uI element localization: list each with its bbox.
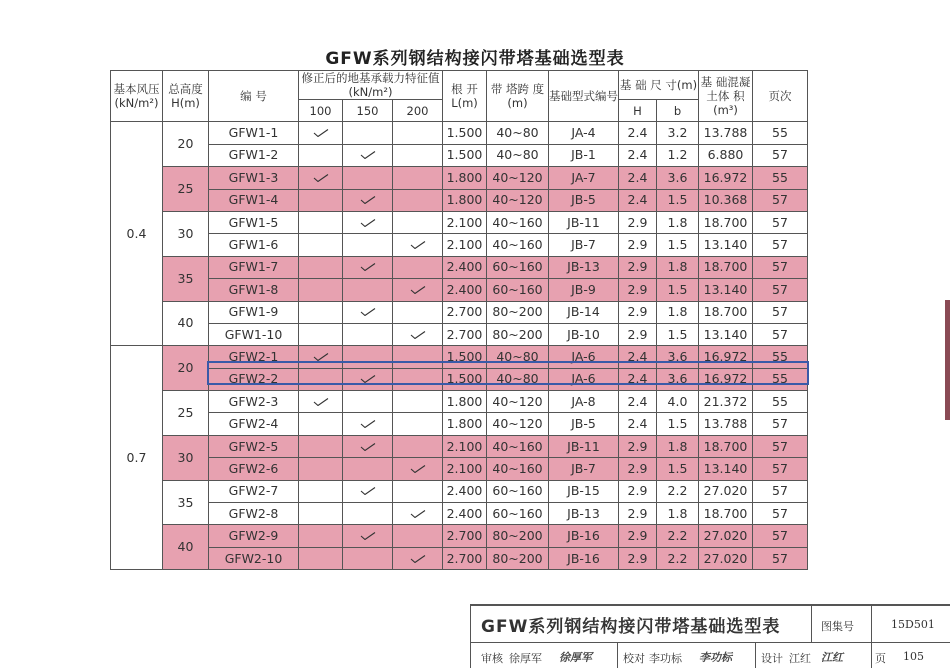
- checker-name: 李功标: [649, 652, 682, 665]
- belt-span-cell: 40~160: [487, 234, 549, 256]
- header-bearing-200: 200: [393, 100, 443, 122]
- title-block-title: GFW系列钢结构接闪带塔基础选型表: [481, 617, 781, 637]
- header-foundation-size: 基 础 尺 寸(m): [619, 71, 699, 100]
- foundation-model-cell: JA-4: [549, 122, 619, 144]
- header-height: 总高度H(m): [163, 71, 209, 122]
- foundation-b-cell: 1.5: [657, 413, 699, 435]
- atlas-number: 15D501: [891, 618, 935, 631]
- check-mark-icon: [360, 487, 376, 495]
- foundation-model-cell: JB-7: [549, 234, 619, 256]
- header-code: 编 号: [209, 71, 299, 122]
- page-cell: 57: [753, 503, 808, 525]
- designer-name: 江红: [789, 652, 811, 665]
- concrete-volume-cell: 21.372: [699, 391, 753, 413]
- concrete-volume-cell: 16.972: [699, 167, 753, 189]
- foundation-model-cell: JB-11: [549, 435, 619, 457]
- foundation-model-cell: JB-1: [549, 144, 619, 166]
- header-bearing-100: 100: [299, 100, 343, 122]
- bearing-150-cell: [343, 144, 393, 166]
- highlight-box: [207, 361, 809, 385]
- root-span-cell: 2.100: [443, 211, 487, 233]
- page-cell: 57: [753, 413, 808, 435]
- bearing-200-cell: [393, 167, 443, 189]
- code-cell: GFW2-10: [209, 547, 299, 569]
- bearing-150-cell: [343, 525, 393, 547]
- bearing-100-cell: [299, 234, 343, 256]
- foundation-b-cell: 1.8: [657, 256, 699, 278]
- height-cell: 25: [163, 391, 209, 436]
- check-mark-icon: [360, 532, 376, 540]
- foundation-model-cell: JB-9: [549, 279, 619, 301]
- bearing-200-cell: [393, 279, 443, 301]
- concrete-volume-cell: 18.700: [699, 301, 753, 323]
- concrete-volume-cell: 13.140: [699, 458, 753, 480]
- bearing-200-cell: [393, 480, 443, 502]
- check-mark-icon: [410, 555, 426, 563]
- table-row: [111, 122, 808, 144]
- table-row: [111, 503, 808, 525]
- bearing-150-cell: [343, 234, 393, 256]
- design-label: 设计: [761, 652, 783, 665]
- foundation-model-cell: JA-6: [549, 368, 619, 390]
- root-span-cell: 2.700: [443, 323, 487, 345]
- belt-span-cell: 40~80: [487, 144, 549, 166]
- concrete-volume-cell: 27.020: [699, 525, 753, 547]
- page-cell: 55: [753, 391, 808, 413]
- reviewer-name: 徐厚军: [509, 652, 542, 665]
- page-title: GFW系列钢结构接闪带塔基础选型表: [325, 49, 625, 69]
- belt-span-cell: 80~200: [487, 525, 549, 547]
- check-label: 校对: [623, 652, 645, 665]
- foundation-H-cell: 2.4: [619, 368, 657, 390]
- foundation-H-cell: 2.4: [619, 391, 657, 413]
- root-span-cell: 1.800: [443, 167, 487, 189]
- belt-span-cell: 40~160: [487, 211, 549, 233]
- foundation-b-cell: 1.5: [657, 323, 699, 345]
- table-row: [111, 435, 808, 457]
- foundation-model-cell: JB-13: [549, 503, 619, 525]
- code-cell: GFW1-5: [209, 211, 299, 233]
- bearing-150-cell: [343, 256, 393, 278]
- check-mark-icon: [410, 331, 426, 339]
- page-cell: 57: [753, 435, 808, 457]
- foundation-model-cell: JB-5: [549, 189, 619, 211]
- foundation-H-cell: 2.9: [619, 458, 657, 480]
- page-edge-shadow: [945, 300, 950, 420]
- table-row: [111, 480, 808, 502]
- check-mark-icon: [313, 174, 329, 182]
- code-cell: GFW2-8: [209, 503, 299, 525]
- concrete-volume-cell: 27.020: [699, 480, 753, 502]
- table-row: [111, 279, 808, 301]
- concrete-volume-cell: 18.700: [699, 435, 753, 457]
- table-row: [111, 458, 808, 480]
- foundation-H-cell: 2.9: [619, 256, 657, 278]
- foundation-H-cell: 2.9: [619, 525, 657, 547]
- atlas-label: 图集号: [821, 620, 854, 633]
- foundation-H-cell: 2.4: [619, 144, 657, 166]
- height-cell: 35: [163, 480, 209, 525]
- bearing-100-cell: [299, 391, 343, 413]
- foundation-b-cell: 2.2: [657, 525, 699, 547]
- bearing-200-cell: [393, 122, 443, 144]
- bearing-200-cell: [393, 189, 443, 211]
- code-cell: GFW1-2: [209, 144, 299, 166]
- bearing-100-cell: [299, 279, 343, 301]
- root-span-cell: 1.500: [443, 144, 487, 166]
- code-cell: GFW1-4: [209, 189, 299, 211]
- page-cell: 57: [753, 279, 808, 301]
- bearing-150-cell: [343, 413, 393, 435]
- page-cell: 55: [753, 346, 808, 368]
- code-cell: GFW1-8: [209, 279, 299, 301]
- foundation-model-cell: JB-14: [549, 301, 619, 323]
- belt-span-cell: 80~200: [487, 301, 549, 323]
- foundation-model-cell: JB-5: [549, 413, 619, 435]
- concrete-volume-cell: 16.972: [699, 346, 753, 368]
- code-cell: GFW1-7: [209, 256, 299, 278]
- foundation-b-cell: 2.2: [657, 480, 699, 502]
- code-cell: GFW2-5: [209, 435, 299, 457]
- page-cell: 57: [753, 547, 808, 569]
- height-cell: 30: [163, 211, 209, 256]
- bearing-100-cell: [299, 547, 343, 569]
- root-span-cell: 2.700: [443, 547, 487, 569]
- code-cell: GFW2-7: [209, 480, 299, 502]
- page-cell: 55: [753, 167, 808, 189]
- concrete-volume-cell: 13.140: [699, 279, 753, 301]
- foundation-model-cell: JB-13: [549, 256, 619, 278]
- root-span-cell: 1.500: [443, 346, 487, 368]
- code-cell: GFW2-2: [209, 368, 299, 390]
- page-cell: 55: [753, 122, 808, 144]
- code-cell: GFW2-4: [209, 413, 299, 435]
- bearing-150-cell: [343, 122, 393, 144]
- height-cell: 25: [163, 167, 209, 212]
- table-row: [111, 234, 808, 256]
- foundation-H-cell: 2.9: [619, 435, 657, 457]
- table-row: [111, 525, 808, 547]
- concrete-volume-cell: 18.700: [699, 211, 753, 233]
- check-mark-icon: [360, 196, 376, 204]
- foundation-b-cell: 1.8: [657, 301, 699, 323]
- foundation-H-cell: 2.4: [619, 122, 657, 144]
- belt-span-cell: 40~160: [487, 458, 549, 480]
- foundation-model-cell: JB-10: [549, 323, 619, 345]
- height-cell: 30: [163, 435, 209, 480]
- code-cell: GFW1-3: [209, 167, 299, 189]
- wind-pressure-cell: 0.4: [111, 122, 163, 346]
- foundation-H-cell: 2.4: [619, 189, 657, 211]
- bearing-100-cell: [299, 256, 343, 278]
- bearing-100-cell: [299, 189, 343, 211]
- check-mark-icon: [410, 241, 426, 249]
- header-foundation-model: 基础型式编号: [549, 71, 619, 122]
- belt-span-cell: 40~80: [487, 122, 549, 144]
- check-mark-icon: [360, 151, 376, 159]
- bearing-100-cell: [299, 503, 343, 525]
- page-cell: 57: [753, 525, 808, 547]
- belt-span-cell: 40~80: [487, 346, 549, 368]
- table-row: [111, 413, 808, 435]
- code-cell: GFW2-9: [209, 525, 299, 547]
- foundation-b-cell: 1.5: [657, 234, 699, 256]
- foundation-b-cell: 1.5: [657, 189, 699, 211]
- code-cell: GFW2-3: [209, 391, 299, 413]
- wind-pressure-cell: 0.7: [111, 346, 163, 570]
- check-mark-icon: [360, 420, 376, 428]
- bearing-150-cell: [343, 547, 393, 569]
- foundation-b-cell: 1.8: [657, 211, 699, 233]
- foundation-b-cell: 3.6: [657, 167, 699, 189]
- foundation-H-cell: 2.4: [619, 413, 657, 435]
- root-span-cell: 2.400: [443, 480, 487, 502]
- bearing-200-cell: [393, 391, 443, 413]
- root-span-cell: 2.400: [443, 503, 487, 525]
- root-span-cell: 1.800: [443, 413, 487, 435]
- belt-span-cell: 40~120: [487, 391, 549, 413]
- bearing-150-cell: [343, 189, 393, 211]
- page-label: 页: [875, 652, 886, 665]
- belt-span-cell: 60~160: [487, 503, 549, 525]
- header-belt-span: 带 塔跨 度(m): [487, 71, 549, 122]
- foundation-model-cell: JB-11: [549, 211, 619, 233]
- foundation-b-cell: 1.5: [657, 458, 699, 480]
- code-cell: GFW1-9: [209, 301, 299, 323]
- bearing-150-cell: [343, 301, 393, 323]
- belt-span-cell: 60~160: [487, 256, 549, 278]
- height-cell: 40: [163, 301, 209, 346]
- table-row: [111, 256, 808, 278]
- root-span-cell: 2.100: [443, 234, 487, 256]
- foundation-H-cell: 2.9: [619, 547, 657, 569]
- concrete-volume-cell: 13.788: [699, 122, 753, 144]
- height-cell: 20: [163, 122, 209, 167]
- page-cell: 57: [753, 234, 808, 256]
- check-mark-icon: [313, 398, 329, 406]
- belt-span-cell: 60~160: [487, 480, 549, 502]
- table-row: [111, 323, 808, 345]
- height-cell: 35: [163, 256, 209, 301]
- page-cell: 55: [753, 368, 808, 390]
- concrete-volume-cell: 13.140: [699, 323, 753, 345]
- foundation-H-cell: 2.9: [619, 234, 657, 256]
- table-row: [111, 301, 808, 323]
- belt-span-cell: 80~200: [487, 547, 549, 569]
- header-bearing: 修正后的地基承载力特征值(kN/m²): [299, 71, 443, 100]
- header-page: 页次: [753, 71, 808, 122]
- foundation-b-cell: 1.8: [657, 503, 699, 525]
- code-cell: GFW2-6: [209, 458, 299, 480]
- root-span-cell: 2.100: [443, 435, 487, 457]
- bearing-150-cell: [343, 435, 393, 457]
- table-row: [111, 167, 808, 189]
- foundation-model-cell: JB-16: [549, 525, 619, 547]
- bearing-100-cell: [299, 323, 343, 345]
- foundation-model-cell: JA-6: [549, 346, 619, 368]
- page-cell: 57: [753, 323, 808, 345]
- check-mark-icon: [360, 263, 376, 271]
- root-span-cell: 2.400: [443, 279, 487, 301]
- check-mark-icon: [360, 219, 376, 227]
- header-bearing-150: 150: [343, 100, 393, 122]
- belt-span-cell: 40~80: [487, 368, 549, 390]
- root-span-cell: 1.500: [443, 368, 487, 390]
- designer-signature: 江红: [821, 651, 843, 664]
- code-cell: GFW1-10: [209, 323, 299, 345]
- page-cell: 57: [753, 144, 808, 166]
- code-cell: GFW1-6: [209, 234, 299, 256]
- concrete-volume-cell: 16.972: [699, 368, 753, 390]
- bearing-200-cell: [393, 301, 443, 323]
- bearing-200-cell: [393, 503, 443, 525]
- bearing-150-cell: [343, 323, 393, 345]
- bearing-100-cell: [299, 122, 343, 144]
- page-cell: 57: [753, 189, 808, 211]
- page-cell: 57: [753, 301, 808, 323]
- foundation-H-cell: 2.9: [619, 211, 657, 233]
- root-span-cell: 2.700: [443, 525, 487, 547]
- root-span-cell: 2.700: [443, 301, 487, 323]
- bearing-100-cell: [299, 144, 343, 166]
- bearing-200-cell: [393, 234, 443, 256]
- page-number: 105: [903, 650, 924, 663]
- root-span-cell: 2.100: [443, 458, 487, 480]
- concrete-volume-cell: 13.788: [699, 413, 753, 435]
- selection-table: [110, 70, 808, 570]
- foundation-H-cell: 2.9: [619, 480, 657, 502]
- foundation-H-cell: 2.9: [619, 323, 657, 345]
- table-row: [111, 189, 808, 211]
- bearing-200-cell: [393, 458, 443, 480]
- review-label: 审核: [481, 652, 503, 665]
- foundation-b-cell: 1.2: [657, 144, 699, 166]
- belt-span-cell: 40~120: [487, 413, 549, 435]
- bearing-200-cell: [393, 144, 443, 166]
- foundation-model-cell: JB-15: [549, 480, 619, 502]
- check-mark-icon: [410, 465, 426, 473]
- root-span-cell: 1.800: [443, 391, 487, 413]
- foundation-b-cell: 3.6: [657, 368, 699, 390]
- bearing-100-cell: [299, 435, 343, 457]
- root-span-cell: 2.400: [443, 256, 487, 278]
- root-span-cell: 1.500: [443, 122, 487, 144]
- foundation-b-cell: 4.0: [657, 391, 699, 413]
- concrete-volume-cell: 10.368: [699, 189, 753, 211]
- belt-span-cell: 60~160: [487, 279, 549, 301]
- bearing-200-cell: [393, 413, 443, 435]
- page-cell: 57: [753, 458, 808, 480]
- check-mark-icon: [360, 443, 376, 451]
- bearing-100-cell: [299, 167, 343, 189]
- table-row: [111, 144, 808, 166]
- foundation-model-cell: JA-8: [549, 391, 619, 413]
- belt-span-cell: 40~160: [487, 435, 549, 457]
- belt-span-cell: 80~200: [487, 323, 549, 345]
- bearing-150-cell: [343, 279, 393, 301]
- header-wind: 基本风压(kN/m²): [111, 71, 163, 122]
- height-cell: 40: [163, 525, 209, 570]
- check-mark-icon: [410, 286, 426, 294]
- foundation-b-cell: 1.8: [657, 435, 699, 457]
- bearing-100-cell: [299, 211, 343, 233]
- concrete-volume-cell: 6.880: [699, 144, 753, 166]
- header-foundation-b: b: [657, 100, 699, 122]
- bearing-100-cell: [299, 458, 343, 480]
- bearing-150-cell: [343, 391, 393, 413]
- table-row: [111, 211, 808, 233]
- bearing-150-cell: [343, 480, 393, 502]
- concrete-volume-cell: 27.020: [699, 547, 753, 569]
- foundation-model-cell: JA-7: [549, 167, 619, 189]
- bearing-200-cell: [393, 323, 443, 345]
- foundation-b-cell: 1.5: [657, 279, 699, 301]
- table-row: [111, 391, 808, 413]
- header-concrete-volume: 基 础混凝土体 积(m³): [699, 71, 753, 122]
- height-cell: 20: [163, 346, 209, 391]
- bearing-150-cell: [343, 167, 393, 189]
- foundation-H-cell: 2.9: [619, 301, 657, 323]
- foundation-b-cell: 3.6: [657, 346, 699, 368]
- page-cell: 57: [753, 211, 808, 233]
- foundation-H-cell: 2.9: [619, 279, 657, 301]
- bearing-200-cell: [393, 547, 443, 569]
- concrete-volume-cell: 13.140: [699, 234, 753, 256]
- bearing-150-cell: [343, 503, 393, 525]
- bearing-200-cell: [393, 525, 443, 547]
- bearing-100-cell: [299, 525, 343, 547]
- header-foundation-H: H: [619, 100, 657, 122]
- foundation-model-cell: JB-7: [549, 458, 619, 480]
- bearing-100-cell: [299, 301, 343, 323]
- checker-signature: 李功标: [699, 651, 732, 664]
- bearing-200-cell: [393, 256, 443, 278]
- belt-span-cell: 40~120: [487, 167, 549, 189]
- bearing-100-cell: [299, 480, 343, 502]
- bearing-100-cell: [299, 413, 343, 435]
- title-block: [470, 604, 950, 668]
- code-cell: GFW2-1: [209, 346, 299, 368]
- table-row: [111, 547, 808, 569]
- check-mark-icon: [313, 129, 329, 137]
- bearing-150-cell: [343, 211, 393, 233]
- foundation-H-cell: 2.9: [619, 503, 657, 525]
- concrete-volume-cell: 18.700: [699, 256, 753, 278]
- foundation-b-cell: 3.2: [657, 122, 699, 144]
- check-mark-icon: [313, 353, 329, 361]
- check-mark-icon: [360, 308, 376, 316]
- code-cell: GFW1-1: [209, 122, 299, 144]
- check-mark-icon: [410, 510, 426, 518]
- concrete-volume-cell: 18.700: [699, 503, 753, 525]
- belt-span-cell: 40~120: [487, 189, 549, 211]
- bearing-150-cell: [343, 458, 393, 480]
- root-span-cell: 1.800: [443, 189, 487, 211]
- foundation-H-cell: 2.4: [619, 346, 657, 368]
- reviewer-signature: 徐厚军: [559, 651, 592, 664]
- foundation-model-cell: JB-16: [549, 547, 619, 569]
- page-cell: 57: [753, 256, 808, 278]
- bearing-200-cell: [393, 211, 443, 233]
- foundation-H-cell: 2.4: [619, 167, 657, 189]
- page-cell: 57: [753, 480, 808, 502]
- bearing-200-cell: [393, 435, 443, 457]
- header-root-span: 根 开L(m): [443, 71, 487, 122]
- foundation-b-cell: 2.2: [657, 547, 699, 569]
